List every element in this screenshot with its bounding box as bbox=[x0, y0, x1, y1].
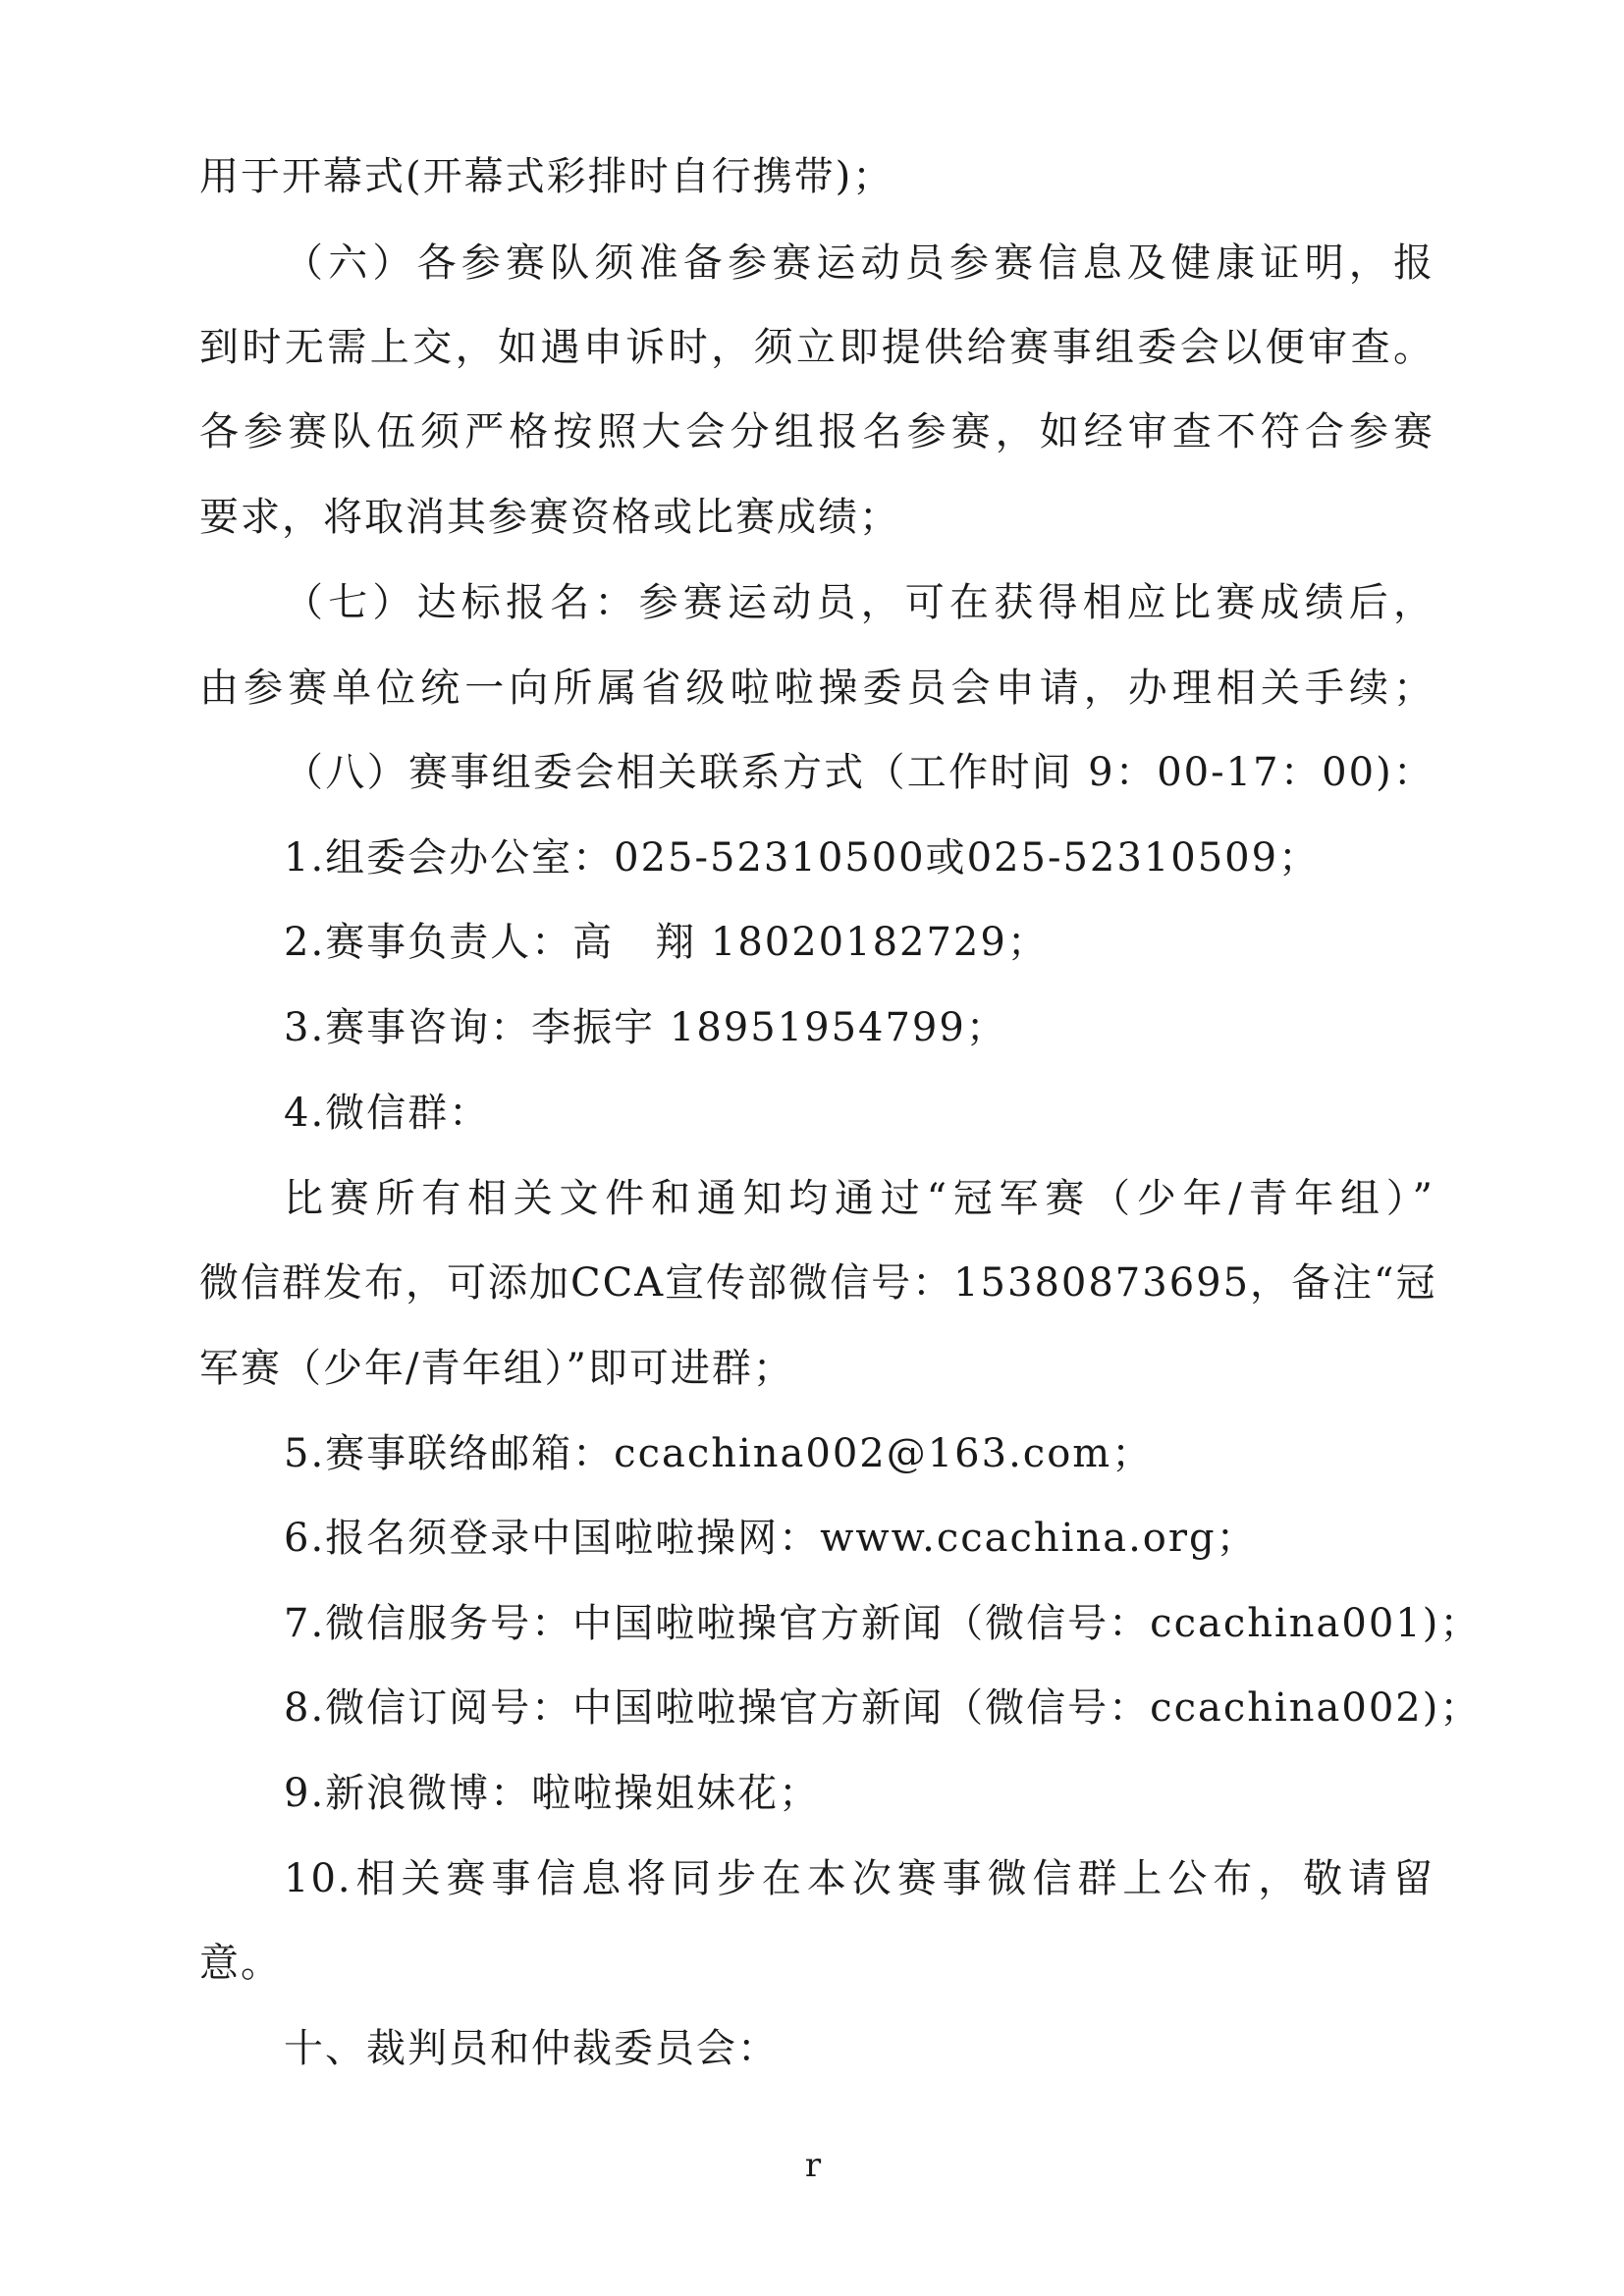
section-ten-heading: 十、裁判员和仲裁委员会： bbox=[284, 2026, 779, 2071]
text-line: 意。 bbox=[199, 1941, 282, 1986]
page-number: r bbox=[804, 2146, 822, 2185]
contact-wechat-service: 7.微信服务号：中国啦啦操官方新闻（微信号：ccachina001)； bbox=[284, 1601, 1482, 1646]
contact-website: 6.报名须登录中国啦啦操网：www.ccachina.org； bbox=[284, 1516, 1258, 1561]
text-line: 到时无需上交，如遇申诉时，须立即提供给赛事组委会以便审查。 bbox=[199, 325, 1435, 370]
text-line: 微信群发布，可添加CCA宣传部微信号：15380873695，备注“冠 bbox=[199, 1260, 1437, 1306]
text-line: 军赛（少年/青年组）”即可进群； bbox=[199, 1346, 794, 1391]
contact-wechat-subscription: 8.微信订阅号：中国啦啦操官方新闻（微信号：ccachina002)； bbox=[284, 1685, 1482, 1731]
paragraph-six-line: （六）各参赛队须准备参赛运动员参赛信息及健康证明，报 bbox=[284, 240, 1435, 286]
text-line: 各参赛队伍须严格按照大会分组报名参赛，如经审查不符合参赛 bbox=[199, 409, 1435, 454]
text-line: 10.相关赛事信息将同步在本次赛事微信群上公布，敬请留 bbox=[284, 1856, 1435, 1901]
text-line: 比赛所有相关文件和通知均通过“冠军赛（少年/青年组）” bbox=[284, 1176, 1435, 1221]
contact-weibo: 9.新浪微博：啦啦操姐妹花； bbox=[284, 1771, 821, 1816]
text-line: 由参赛单位统一向所属省级啦啦操委员会申请，办理相关手续； bbox=[199, 666, 1435, 711]
contact-consult: 3.赛事咨询：李振宇 18951954799； bbox=[284, 1005, 1007, 1050]
wechat-group-heading: 4.微信群： bbox=[284, 1091, 491, 1136]
contact-manager: 2.赛事负责人：高 翔 18020182729； bbox=[284, 920, 1049, 965]
paragraph-seven-line: （七）达标报名：参赛运动员，可在获得相应比赛成绩后， bbox=[284, 580, 1435, 625]
paragraph-eight-line: （八）赛事组委会相关联系方式（工作时间 9：00-17：00)： bbox=[284, 750, 1435, 795]
text-line: 要求，将取消其参赛资格或比赛成绩； bbox=[199, 495, 900, 540]
contact-office: 1.组委会办公室：025-52310500或025-52310509； bbox=[284, 835, 1321, 881]
contact-email: 5.赛事联络邮箱：ccachina002@163.com； bbox=[284, 1431, 1154, 1476]
text-line: 用于开幕式(开幕式彩排时自行携带)； bbox=[199, 154, 894, 199]
